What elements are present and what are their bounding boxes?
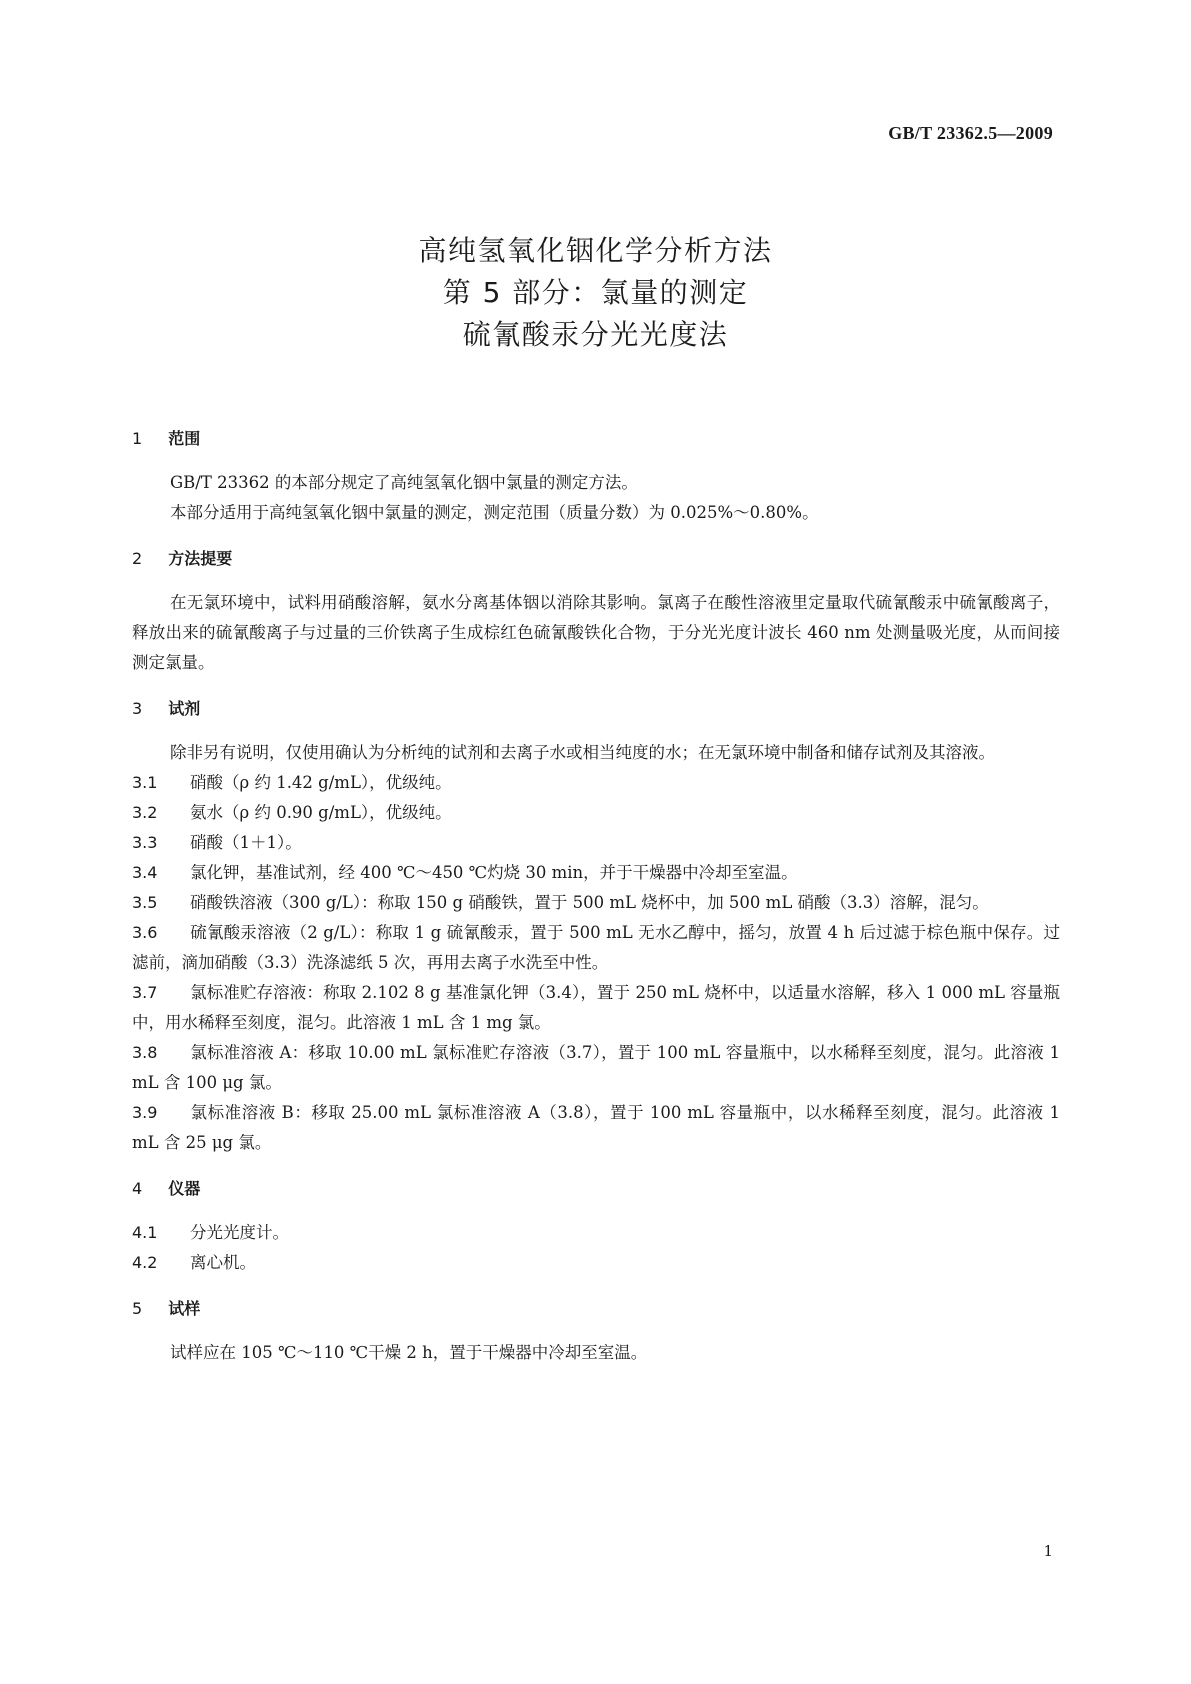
list-item [132, 768, 1060, 798]
item-text: 硝酸（1＋1）。 [190, 833, 302, 852]
item-text: 硫氰酸汞溶液（2 g/L）：称取 1 g 硫氰酸汞，置于 500 mL 无水乙醇中，摇匀，放置 4 h 后过滤于棕色瓶中保存。过滤前，滴加硝酸（3.3）洗涤滤纸 5 次，再用去离子水洗至中性。 [132, 923, 1060, 972]
list-item [132, 918, 1060, 978]
section-1-heading [132, 424, 1060, 454]
item-text: 氯标准贮存溶液：称取 2.102 8 g 基准氯化钾（3.4），置于 250 mL 烧杯中，以适量水溶解，移入 1 000 mL 容量瓶中，用水稀释至刻度，混匀。此溶液 1 mL 含 1 mg 氯。 [132, 983, 1060, 1032]
section-title: 范围 [168, 429, 201, 448]
item-number: 3.7 [132, 983, 158, 1002]
item-number: 3.1 [132, 773, 158, 792]
section-title: 仪器 [168, 1179, 201, 1198]
list-item [132, 858, 1060, 888]
item-number: 4.2 [132, 1253, 158, 1272]
title-line-2: 第 5 部分：氯量的测定 [442, 276, 749, 309]
page-number: 1 [1043, 1542, 1053, 1560]
section-4-heading [132, 1174, 1060, 1204]
item-number: 3.6 [132, 923, 158, 942]
title-line-1: 高纯氢氧化铟化学分析方法 [418, 234, 773, 267]
paragraph: 在无氯环境中，试料用硝酸溶解，氨水分离基体铟以消除其影响。氯离子在酸性溶液里定量取代硫氰酸汞中硫氰酸离子，释放出来的硫氰酸离子与过量的三价铁离子生成棕红色硫氰酸铁化合物，于分光光度计波长 460 nm 处测量吸光度，从而间接测定氯量。 [132, 593, 1060, 672]
item-number: 3.5 [132, 893, 158, 912]
section-3-heading [132, 694, 1060, 724]
section-title: 试剂 [168, 699, 201, 718]
paragraph: GB/T 23362 的本部分规定了高纯氢氧化铟中氯量的测定方法。 [170, 473, 638, 492]
item-number: 4.1 [132, 1223, 158, 1242]
section-number: 1 [132, 429, 143, 448]
list-item [132, 798, 1060, 828]
standard-number: GB/T 23362.5—2009 [888, 123, 1053, 143]
section-number: 5 [132, 1299, 143, 1318]
item-text: 硝酸铁溶液（300 g/L）：称取 150 g 硝酸铁，置于 500 mL 烧杯中，加 500 mL 硝酸（3.3）溶解，混匀。 [190, 893, 989, 912]
paragraph: 试样应在 105 ℃～110 ℃干燥 2 h，置于干燥器中冷却至室温。 [170, 1343, 648, 1362]
section-title: 方法提要 [168, 549, 233, 568]
item-number: 3.2 [132, 803, 158, 822]
item-text: 氯标准溶液 A：移取 10.00 mL 氯标准贮存溶液（3.7），置于 100 mL 容量瓶中，以水稀释至刻度，混匀。此溶液 1 mL 含 100 μg 氯。 [132, 1043, 1060, 1092]
document-body [132, 424, 1060, 1368]
item-text: 分光光度计。 [190, 1223, 289, 1242]
paragraph: 除非另有说明，仅使用确认为分析纯的试剂和去离子水或相当纯度的水；在无氯环境中制备和储存试剂及其溶液。 [170, 743, 995, 762]
section-title: 试样 [168, 1299, 201, 1318]
paragraph: 本部分适用于高纯氢氧化铟中氯量的测定，测定范围（质量分数）为 0.025%～0.80%。 [170, 503, 819, 522]
item-number: 3.8 [132, 1043, 158, 1062]
section-number: 2 [132, 549, 143, 568]
list-item [132, 1248, 1060, 1278]
list-item [132, 828, 1060, 858]
item-text: 氯化钾，基准试剂，经 400 ℃～450 ℃灼烧 30 min，并于干燥器中冷却至室温。 [190, 863, 798, 882]
item-text: 离心机。 [190, 1253, 256, 1272]
title-line-3: 硫氰酸汞分光光度法 [462, 318, 729, 351]
list-item [132, 1098, 1060, 1158]
item-number: 3.3 [132, 833, 158, 852]
list-item [132, 1038, 1060, 1098]
list-item [132, 1218, 1060, 1248]
document-title [0, 230, 1191, 356]
item-text: 氨水（ρ 约 0.90 g/mL），优级纯。 [190, 803, 452, 822]
list-item [132, 978, 1060, 1038]
section-number: 3 [132, 699, 143, 718]
section-5-heading [132, 1294, 1060, 1324]
item-number: 3.4 [132, 863, 158, 882]
item-text: 硝酸（ρ 约 1.42 g/mL），优级纯。 [190, 773, 452, 792]
item-number: 3.9 [132, 1103, 158, 1122]
section-number: 4 [132, 1179, 143, 1198]
section-2-heading [132, 544, 1060, 574]
list-item [132, 888, 1060, 918]
item-text: 氯标准溶液 B：移取 25.00 mL 氯标准溶液 A（3.8），置于 100 mL 容量瓶中，以水稀释至刻度，混匀。此溶液 1 mL 含 25 μg 氯。 [132, 1103, 1060, 1152]
